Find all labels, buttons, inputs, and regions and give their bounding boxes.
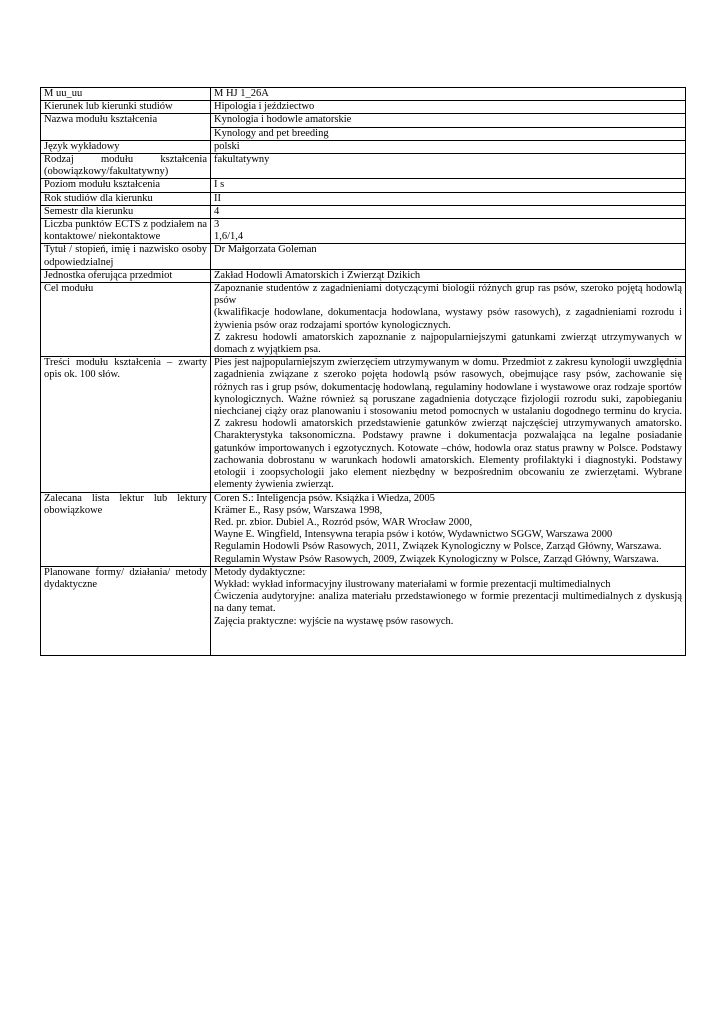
value-methods xyxy=(211,566,686,655)
literature-item: Krämer E., Rasy psów, Warszawa 1998, xyxy=(214,504,383,516)
row-field-of-study xyxy=(41,101,686,114)
row-literature xyxy=(41,492,686,566)
row-module-type xyxy=(41,154,686,179)
row-module-name-pl xyxy=(41,114,686,127)
literature-item: Coren S.: Inteligencja psów. Książka i Wiedza, 2005 xyxy=(214,492,435,504)
row-ects xyxy=(41,219,686,244)
row-semester xyxy=(41,205,686,218)
label-module-type: Rodzaj modułu kształcenia (obowiązkowy/fakultatywny) xyxy=(41,154,211,179)
label-language: Język wykładowy xyxy=(41,140,211,153)
value-coordinator: Dr Małgorzata Goleman xyxy=(211,244,686,269)
row-unit xyxy=(41,269,686,282)
value-field-of-study: Hipologia i jeździectwo xyxy=(211,101,686,114)
label-unit: Jednostka oferująca przedmiot xyxy=(41,269,211,282)
label-module-code: M uu_uu xyxy=(41,88,211,101)
literature-item: Regulamin Hodowli Psów Rasowych, 2011, Związek Kynologiczny w Polsce, Zarząd Główny, Warszawa. xyxy=(214,541,662,553)
value-goal xyxy=(211,283,686,357)
module-syllabus-table xyxy=(40,87,686,656)
value-ects-cell xyxy=(211,219,686,244)
goal-paragraph: Z zakresu hodowli amatorskich zapoznanie z najpopularniejszymi gatunkami zwierząt utrzymywanych w domach z wyjątkiem psa. xyxy=(214,331,682,356)
methods-line: Ćwiczenia audytoryjne: analiza materiału przedstawionego w formie prezentacji multimedialnych z dyskusją na dany temat. xyxy=(214,591,682,615)
label-field-of-study: Kierunek lub kierunki studiów xyxy=(41,101,211,114)
label-module-level: Poziom modułu kształcenia xyxy=(41,179,211,192)
row-coordinator xyxy=(41,244,686,269)
value-unit: Zakład Hodowli Amatorskich i Zwierząt Dzikich xyxy=(211,269,686,282)
label-study-year: Rok studiów dla kierunku xyxy=(41,192,211,205)
value-module-name-pl: Kynologia i hodowle amatorskie xyxy=(211,114,686,127)
value-semester: 4 xyxy=(211,205,686,218)
value-literature xyxy=(211,492,686,566)
literature-item: Regulamin Wystaw Psów Rasowych, 2009, Związek Kynologiczny w Polsce, Zarząd Główny, Warszawa. xyxy=(214,553,659,565)
label-methods: Planowane formy/ działania/ metody dydaktyczne xyxy=(41,566,211,655)
row-language xyxy=(41,140,686,153)
label-ects: Liczba punktów ECTS z podziałem na kontaktowe/ niekontaktowe xyxy=(41,219,211,244)
methods-line: Wykład: wykład informacyjny ilustrowany materiałami w formie prezentacji multimedialnych xyxy=(214,578,611,590)
value-language: polski xyxy=(211,140,686,153)
value-module-type: fakultatywny xyxy=(211,154,686,179)
methods-line: Metody dydaktyczne: xyxy=(214,566,306,578)
value-content: Pies jest najpopularniejszym zwierzęciem utrzymywanym w domu. Przedmiot z zakresu kynologii uwzględnia zagadnienia związane z szeroko pojęta hodowlą psów rasowych, obejmujące rasy psów, zachowanie się różnych ras i grup psów, dokumentację hodowlaną, regulaminy hodowlane i wystawowe oraz rodzaje sportów kynologicznych. Ważne również są poruszane zagadnienia dotyczące fizjologii rozrodu suki, zapobieganiu niechcianej ciąży oraz planowaniu i stosowaniu metod pomocnych w ustalaniu dogodnego terminu do krycia. Z zakresu hodowli amatorskich przedstawienie gatunków zwierząt najczęściej utrzymywanych amatorsko. Charakterystyka taksonomiczna. Podstawy prawne i dokumentacja pozwalająca na legalne posiadanie gatunków importowanych i egzotycznych. Kotowate –chów, hodowla oraz status prawny w Polsce. Podstawy zachowania dobrostanu w warunkach hodowli amatorskich. Elementy profilaktyki i diagnostyki. Podstawy etologii i zoopsychologii jako element niezbędny w bezpośrednim obcowaniu ze zwierzętami. Wybrane elementy żywienia zwierząt. xyxy=(211,357,686,492)
literature-item: Wayne E. Wingfield, Intensywna terapia psów i kotów, Wydawnictwo SGGW, Warszawa 2000 xyxy=(214,529,613,541)
label-literature: Zalecana lista lektur lub lektury obowiązkowe xyxy=(41,492,211,566)
row-content xyxy=(41,357,686,492)
value-ects-split: 1,6/1,4 xyxy=(214,231,244,243)
label-goal: Cel modułu xyxy=(41,283,211,357)
row-study-year xyxy=(41,192,686,205)
value-module-level: I s xyxy=(211,179,686,192)
row-module-code xyxy=(41,88,686,101)
value-module-code: M HJ 1_26A xyxy=(211,88,686,101)
row-goal xyxy=(41,283,686,357)
label-coordinator: Tytuł / stopień, imię i nazwisko osoby odpowiedzialnej xyxy=(41,244,211,269)
methods-line: Zajęcia praktyczne: wyjście na wystawę psów rasowych. xyxy=(214,615,454,627)
label-content: Treści modułu kształcenia – zwarty opis ok. 100 słów. xyxy=(41,357,211,492)
value-study-year: II xyxy=(211,192,686,205)
literature-item: Red. pr. zbior. Dubiel A., Rozród psów, WAR Wrocław 2000, xyxy=(214,516,473,528)
goal-paragraph: Zapoznanie studentów z zagadnieniami dotyczącymi biologii różnych grup ras psów, szeroko pojętą hodowlą psów xyxy=(214,283,682,307)
row-module-level xyxy=(41,179,686,192)
goal-paragraph: (kwalifikacje hodowlane, dokumentacja hodowlana, wystawy psów rasowych), z zagadnieniami rozrodu i żywienia psów oraz rodzajami sportów kynologicznych. xyxy=(214,307,682,331)
label-semester: Semestr dla kierunku xyxy=(41,205,211,218)
value-ects-total: 3 xyxy=(214,219,220,231)
label-module-name: Nazwa modułu kształcenia xyxy=(41,114,211,140)
value-module-name-en: Kynology and pet breeding xyxy=(211,127,686,140)
row-methods xyxy=(41,566,686,655)
